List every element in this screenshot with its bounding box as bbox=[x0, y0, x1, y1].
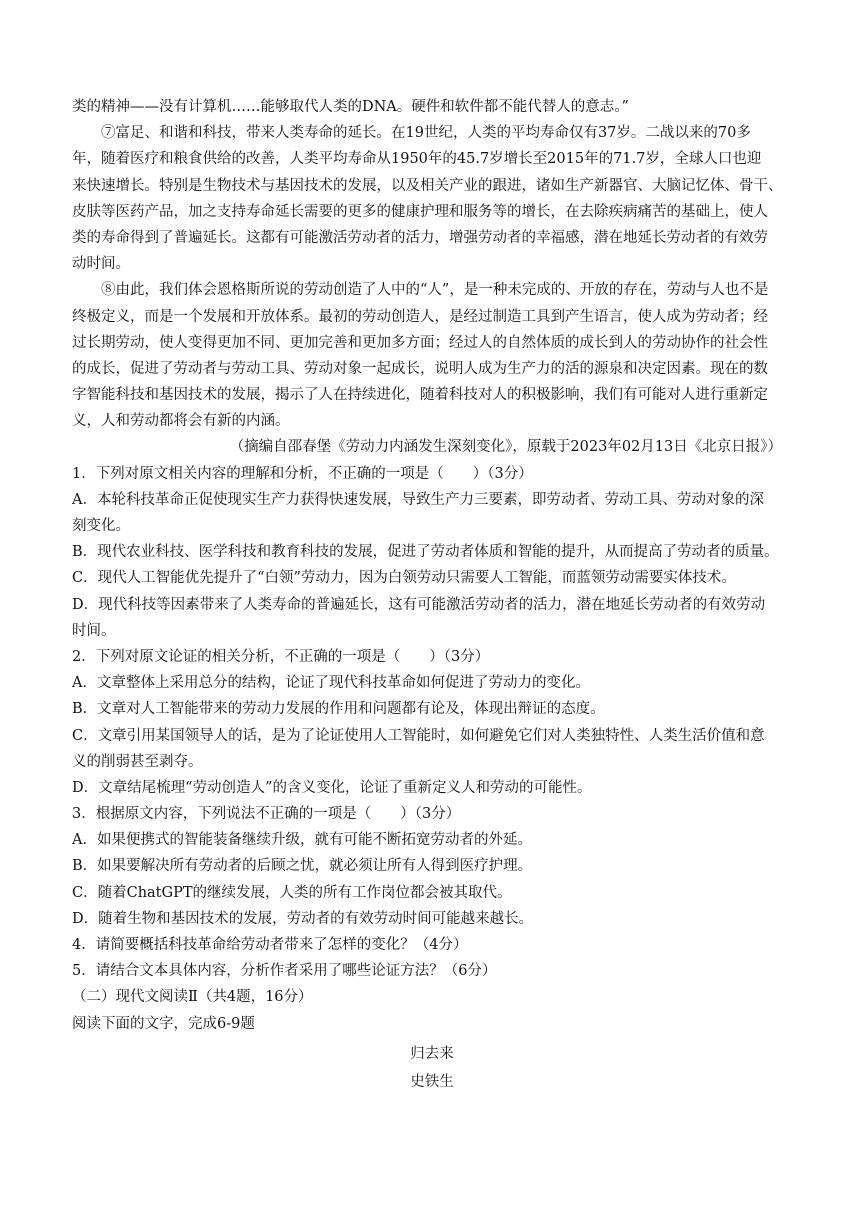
question-item bbox=[72, 932, 792, 958]
question-item bbox=[72, 958, 792, 984]
question-line: 2．下列对原文论证的相关分析，不正确的一项是（ ）（3分） bbox=[72, 648, 490, 665]
question-item bbox=[72, 696, 792, 722]
question-item bbox=[72, 723, 792, 775]
question-item bbox=[72, 775, 792, 801]
question-line: A．如果便携式的智能装备继续升级，就有可能不断拓宽劳动者的外延。 bbox=[72, 832, 532, 849]
citation: （摘编自邵春堡《劳动力内涵发生深刻变化》，原载于2023年02月13日《北京日报》） bbox=[229, 439, 782, 456]
question-item bbox=[72, 906, 792, 932]
question-item bbox=[72, 853, 792, 879]
question-line: D．文章结尾梳理“劳动创造人”的含义变化，论证了重新定义人和劳动的可能性。 bbox=[72, 779, 592, 796]
story-title: 归去来 bbox=[410, 1045, 454, 1062]
question-item bbox=[72, 880, 792, 906]
document-page bbox=[72, 94, 792, 1095]
question-line: C．现代人工智能优先提升了“白领”劳动力，因为白领劳动只需要人工智能，而蓝领劳动需要实体技术。 bbox=[72, 570, 736, 587]
passage-line: 字智能科技和基因技术的发展，揭示了人在持续进化，随着科技对人的积极影响，我们有可能对人进行重新定 bbox=[72, 387, 768, 404]
question-item bbox=[72, 565, 792, 591]
question-item bbox=[72, 644, 792, 670]
passage-line: 的成长，促进了劳动者与劳动工具、劳动对象一起成长，说明人成为生产力的活的源泉和决定因素。现在的数 bbox=[72, 360, 768, 377]
question-line: A．本轮科技革命正促使现实生产力获得快速发展，导致生产力三要素，即劳动者、劳动工具、劳动对象的深 bbox=[72, 491, 764, 508]
question-item bbox=[72, 827, 792, 853]
question-line: 5．请结合文本具体内容，分析作者采用了哪些论证方法？（6分） bbox=[72, 963, 497, 980]
question-line: B．文章对人工智能带来的劳动力发展的作用和问题都有论及，体现出辩证的态度。 bbox=[72, 701, 605, 718]
question-line: D．随着生物和基因技术的发展，劳动者的有效劳动时间可能越来越长。 bbox=[72, 910, 534, 927]
question-line: 3．根据原文内容，下列说法不正确的一项是（ ）（3分） bbox=[72, 806, 461, 823]
question-line: A．文章整体上采用总分的结构，论证了现代科技革命如何促进了劳动力的变化。 bbox=[72, 675, 590, 692]
question-line: C．文章引用某国领导人的话，是为了论证使用人工智能时，如何避免它们对人类独特性、人类生活价值和意 bbox=[72, 727, 765, 744]
question-item bbox=[72, 670, 792, 696]
passage-line: ⑦富足、和谐和科技，带来人类寿命的延长。在19世纪，人类的平均寿命仅有37岁。二战以来的70多 bbox=[101, 125, 751, 142]
question-item bbox=[72, 801, 792, 827]
question-item bbox=[72, 539, 792, 565]
question-list bbox=[72, 461, 792, 985]
question-line: B．现代农业科技、医学科技和教育科技的发展，促进了劳动者体质和智能的提升，从而提高了劳动者的质量。 bbox=[72, 544, 779, 561]
passage-line: 过长期劳动，使人变得更加不同、更加完善和更加多方面；经过人的自然体质的成长到人的劳动协作的社会性 bbox=[72, 334, 768, 351]
passage-line: 皮肤等医药产品，加之支持寿命延长需要的更多的健康护理和服务等的增长，在去除疾病痛苦的基础上，使人 bbox=[72, 203, 768, 220]
passage-line: 终极定义，而是一个发展和开放体系。最初的劳动创造人，是经过制造工具到产生语言，使人成为劳动者；经 bbox=[72, 308, 768, 325]
passage-line: 来快速增长。特别是生物技术与基因技术的发展，以及相关产业的跟进，诸如生产新器官、大脑记忆体、骨干、 bbox=[72, 177, 783, 194]
passage-line: 类的寿命得到了普遍延长。这都有可能激活劳动者的活力，增强劳动者的幸福感，潜在地延长劳动者的有效劳 bbox=[72, 229, 768, 246]
question-line: 义的削弱甚至剥夺。 bbox=[72, 753, 203, 770]
question-line: B．如果要解决所有劳动者的后顾之忧，就必须让所有人得到医疗护理。 bbox=[72, 858, 533, 875]
question-line: D．现代科技等因素带来了人类寿命的普遍延长，这有可能激活劳动者的活力，潜在地延长劳动者的有效劳动 bbox=[72, 596, 766, 613]
question-line: 1．下列对原文相关内容的理解和分析，不正确的一项是（ ）（3分） bbox=[72, 465, 533, 482]
question-line: C．随着ChatGPT的继续发展，人类的所有工作岗位都会被其取代。 bbox=[72, 884, 512, 901]
question-line: 刻变化。 bbox=[72, 518, 130, 534]
passage-line: 类的精神——没有计算机……能够取代人类的DNA。硬件和软件都不能代替人的意志。” bbox=[72, 99, 629, 115]
story-author: 史铁生 bbox=[410, 1073, 454, 1090]
question-line: 4．请简要概括科技革命给劳动者带来了怎样的变化？（4分） bbox=[72, 937, 468, 953]
passage-line: 义，人和劳动都将会有新的内涵。 bbox=[72, 413, 290, 430]
question-item bbox=[72, 461, 792, 487]
passage bbox=[72, 94, 792, 434]
passage-line: 动时间。 bbox=[72, 256, 130, 273]
question-item bbox=[72, 487, 792, 539]
question-item bbox=[72, 592, 792, 644]
passage-line: ⑧由此，我们体会恩格斯所说的劳动创造了人中的“人”，是一种未完成的、开放的存在，劳动与人也不是 bbox=[101, 282, 769, 299]
section-instruction: 阅读下面的文字，完成6-9题 bbox=[72, 1015, 255, 1032]
question-line: 时间。 bbox=[72, 622, 116, 639]
passage-line: 年，随着医疗和粮食供给的改善，人类平均寿命从1950年的45.7岁增长至2015年的71.7岁，全球人口也迎 bbox=[72, 151, 762, 168]
section-heading: （二）现代文阅读Ⅱ（共4题，16分） bbox=[72, 989, 313, 1006]
